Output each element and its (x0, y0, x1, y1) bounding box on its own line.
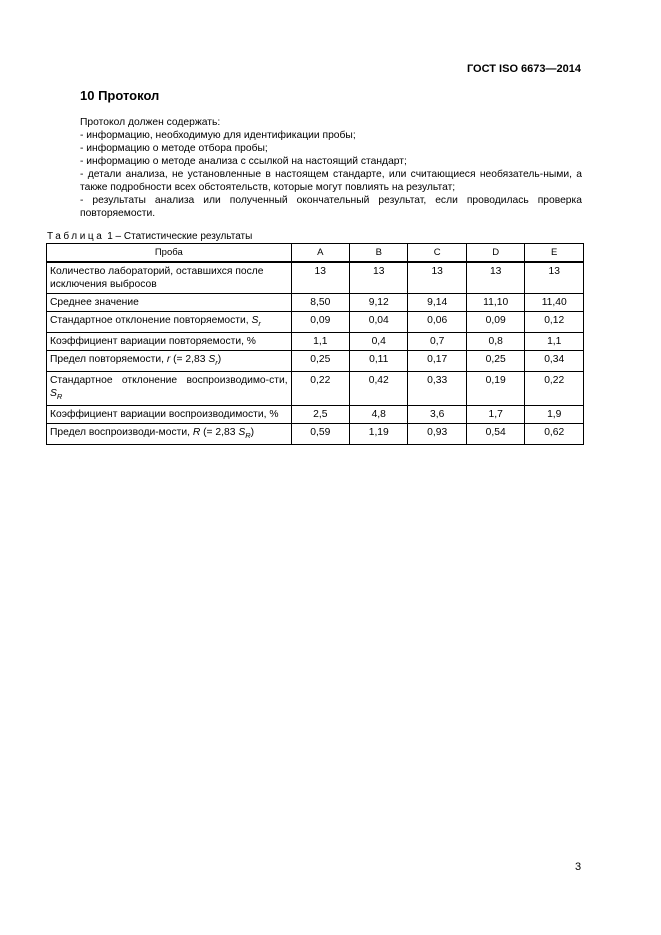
table-cell: 0,22 (291, 372, 349, 406)
row-label (47, 312, 292, 333)
row-label-text: Стандартное отклонение повторяемости, (50, 315, 252, 326)
column-header-d: D (466, 244, 525, 263)
table-cell: 0,54 (466, 424, 525, 445)
row-label-tail: ) (217, 354, 222, 366)
table-cell: 11,40 (525, 294, 584, 312)
table-cell: 0,12 (525, 312, 584, 333)
protocol-item: - информацию о методе отбора пробы; (80, 143, 268, 154)
table-cell: 1,19 (350, 424, 408, 445)
table-cell: 1,1 (291, 333, 349, 351)
table-cell: 13 (291, 262, 349, 294)
column-header-sample: Проба (47, 244, 292, 263)
table-cell: 0,33 (408, 372, 466, 406)
table-cell: 13 (466, 262, 525, 294)
table-cell: 0,11 (350, 351, 408, 372)
table-cell: 0,34 (525, 351, 584, 372)
subscript (57, 392, 62, 401)
row-label-text: Коэффициент вариации воспроизводимости, % (50, 409, 279, 421)
table-cell: 1,1 (525, 333, 584, 351)
table-cell: 0,09 (291, 312, 349, 333)
protocol-intro: Протокол должен содержать: (80, 117, 221, 128)
symbol: S (238, 427, 246, 439)
protocol-item: - результаты анализа или полученный окончательный результат, если проводилась проверка повторяемости. (80, 195, 582, 219)
table-cell: 0,04 (350, 312, 408, 333)
standard-designation: ГОСТ ISO 6673—2014 (466, 63, 581, 75)
row-label-text: Предел воспроизводи-мости, (50, 427, 193, 439)
protocol-text (80, 116, 582, 220)
protocol-item: - детали анализа, не установленные в настоящем стандарте, или считающиеся необязатель-ными, а также подробности всех обстоятельств, которые могут повлиять на результат; (80, 169, 582, 193)
column-header-e: E (525, 244, 584, 263)
protocol-item: - информацию о методе анализа с ссылкой на настоящий стандарт; (80, 156, 407, 167)
row-label (47, 262, 292, 294)
row-label-mid: (= 2,83 (170, 354, 209, 366)
table-row (47, 351, 584, 372)
column-header-a: A (291, 244, 349, 263)
table-cell: 0,7 (408, 333, 466, 351)
table-caption-text: 1 – Статистические результаты (107, 231, 253, 242)
section-title: 10 Протокол (80, 88, 160, 103)
table-cell: 13 (525, 262, 584, 294)
symbol: r (166, 354, 171, 366)
row-label (47, 424, 292, 445)
table-cell: 2,5 (291, 406, 349, 424)
subscript (258, 319, 261, 328)
statistics-table (46, 243, 584, 445)
table-cell: 0,22 (525, 372, 584, 406)
subscript-symbol: r (215, 358, 218, 368)
table-caption (47, 231, 252, 242)
table-row (47, 372, 584, 406)
column-header-b: B (350, 244, 408, 263)
row-label (47, 351, 292, 372)
table-cell: 13 (408, 262, 466, 294)
row-label (47, 372, 292, 406)
table-cell: 0,06 (408, 312, 466, 333)
table-row (47, 262, 584, 294)
row-label (47, 406, 292, 424)
table-cell: 8,50 (291, 294, 349, 312)
table-cell: 0,19 (466, 372, 525, 406)
table-cell: 4,8 (350, 406, 408, 424)
row-label-tail: ) (250, 427, 255, 439)
page-number: 3 (575, 861, 582, 873)
table-cell: 13 (350, 262, 408, 294)
table-row (47, 294, 584, 312)
table-header-row (47, 244, 584, 263)
table-cell: 0,59 (291, 424, 349, 445)
symbol: R (192, 427, 201, 439)
table-cell: 0,93 (408, 424, 466, 445)
table-cell: 9,12 (350, 294, 408, 312)
row-label-text: Среднее значение (50, 297, 139, 308)
table-cell: 0,17 (408, 351, 466, 372)
table-row (47, 333, 584, 351)
table-cell: 1,7 (466, 406, 525, 424)
table-caption-prefix: Таблица (47, 231, 105, 242)
row-label-text: Предел повторяемости, (50, 354, 167, 366)
subscript-symbol: R (245, 431, 251, 441)
symbol: S (208, 354, 216, 366)
table-cell: 0,8 (466, 333, 525, 351)
table-cell: 0,42 (350, 372, 408, 406)
row-label-mid: (= 2,83 (200, 427, 239, 439)
subscript-symbol: r (258, 319, 261, 329)
table-body (47, 262, 584, 445)
row-label (47, 294, 292, 312)
table-row (47, 312, 584, 333)
table-row (47, 406, 584, 424)
symbol: S (50, 388, 57, 400)
subscript-symbol: R (56, 392, 63, 402)
table-cell: 1,9 (525, 406, 584, 424)
table-cell: 0,62 (525, 424, 584, 445)
column-header-c: C (408, 244, 466, 263)
row-label-text: Стандартное отклонение воспроизводимо-сти, (50, 375, 288, 387)
table-row (47, 424, 584, 445)
table-cell: 11,10 (466, 294, 525, 312)
table-cell: 3,6 (408, 406, 466, 424)
table-cell: 9,14 (408, 294, 466, 312)
row-label-text: Коэффициент вариации повторяемости, % (50, 336, 256, 348)
table-cell: 0,09 (466, 312, 525, 333)
table-cell: 0,25 (466, 351, 525, 372)
row-label (47, 333, 292, 351)
symbol: S (251, 315, 259, 326)
table-cell: 0,25 (291, 351, 349, 372)
row-label-text: Количество лабораторий, оставшихся после исключения выбросов (50, 266, 264, 290)
table-cell: 0,4 (350, 333, 408, 351)
protocol-item: - информацию, необходимую для идентификации пробы; (80, 130, 356, 141)
